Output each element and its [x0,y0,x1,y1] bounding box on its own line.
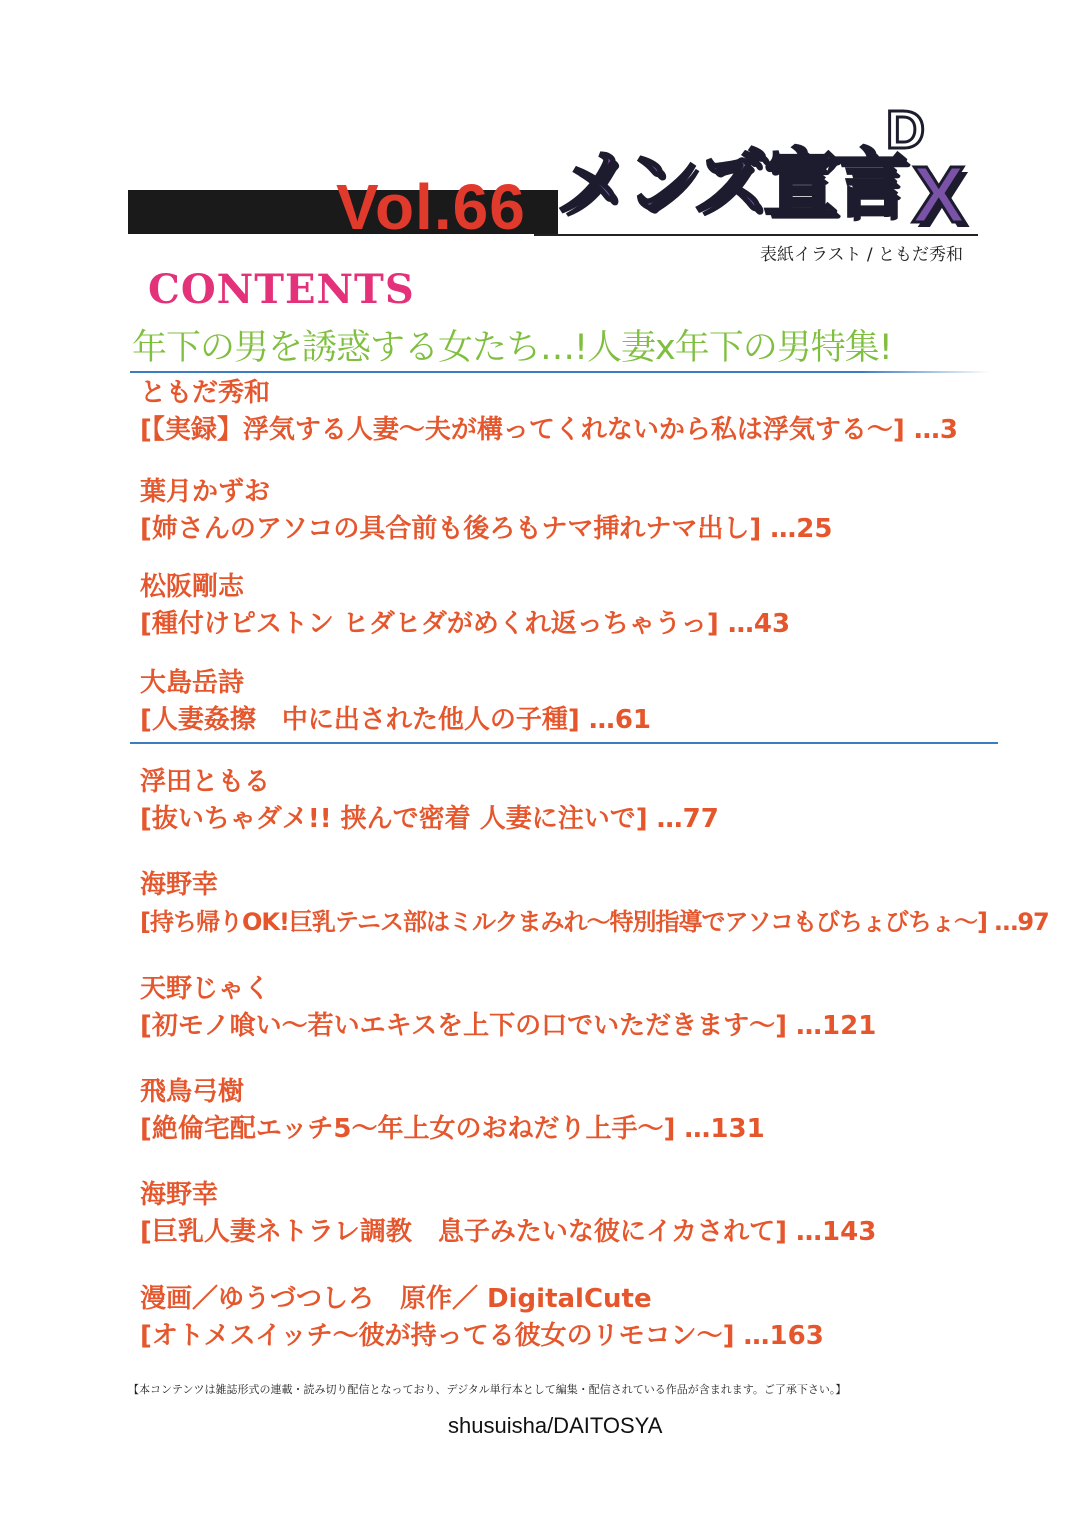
entry-author: 天野じゃく [140,974,271,1004]
entry-author: 葉月かずお [140,477,271,507]
list-item [140,1075,1020,1146]
entry-title: [姉さんのアソコの具合前も後ろもナマ挿れナマ出し] …25 [140,514,833,544]
footer-notice: 【本コンテンツは雑誌形式の連載・読み切り配信となっており、デジタル単行本として編集・配信されている作品が含まれます。ご了承下さい。】 [128,1383,847,1396]
list-item [140,765,1020,836]
divider-middle [130,742,998,744]
list-item [140,376,1020,447]
list-item [140,868,1049,939]
entry-title: [抜いちゃダメ!! 挟んで密着 人妻に注いで] …77 [140,804,719,834]
logo-letter-d: D [886,100,925,160]
list-item [140,1178,1020,1249]
entry-author: 漫画／ゆうづつしろ 原作／ DigitalCute [140,1284,652,1314]
entry-title: [持ち帰りOK!巨乳テニス部はミルクまみれ～特別指導でアソコもびちょびちょ～] …97 [140,908,1049,936]
entry-title: [初モノ喰い～若いエキスを上下の口でいただきます～] …121 [140,1011,877,1041]
contents-heading: CONTENTS [148,266,415,313]
entry-title: [【実録】浮気する人妻～夫が構ってくれないから私は浮気する～] …3 [140,415,958,445]
feature-title: 年下の男を誘惑する女たち…!人妻x年下の男特集! [132,328,892,368]
list-item [140,1282,1020,1353]
entry-title: [巨乳人妻ネトラレ調教 息子みたいな彼にイカされて] …143 [140,1217,877,1247]
entry-author: 松阪剛志 [140,572,245,602]
entry-author: 飛鳥弓樹 [140,1077,245,1107]
cover-credit: 表紙イラスト / ともだ秀和 [760,245,964,265]
entry-author: 海野幸 [140,1180,219,1210]
divider-top [130,371,990,373]
publisher-name: shusuisha/DAITOSYA [448,1413,663,1438]
logo-letter-x: X [912,150,966,239]
magazine-logo: メンズ宣言 [556,141,904,227]
entry-title: [オトメスイッチ～彼が持ってる彼女のリモコン～] …163 [140,1321,824,1351]
volume-number: Vol.66 [336,171,526,243]
entry-author: ともだ秀和 [140,378,271,408]
entry-author: 海野幸 [140,870,219,900]
list-item [140,972,1020,1043]
entry-author: 浮田ともる [140,767,271,797]
entry-title: [種付けピストン ヒダヒダがめくれ返っちゃうっ] …43 [140,609,791,639]
list-item [140,570,1020,641]
list-item [140,666,1020,737]
entry-author: 大島岳詩 [140,668,245,698]
entry-title: [絶倫宅配エッチ5～年上女のおねだり上手～] …131 [140,1114,765,1144]
entry-title: [人妻姦擦 中に出された他人の子種] …61 [140,705,651,735]
list-item [140,475,1020,546]
